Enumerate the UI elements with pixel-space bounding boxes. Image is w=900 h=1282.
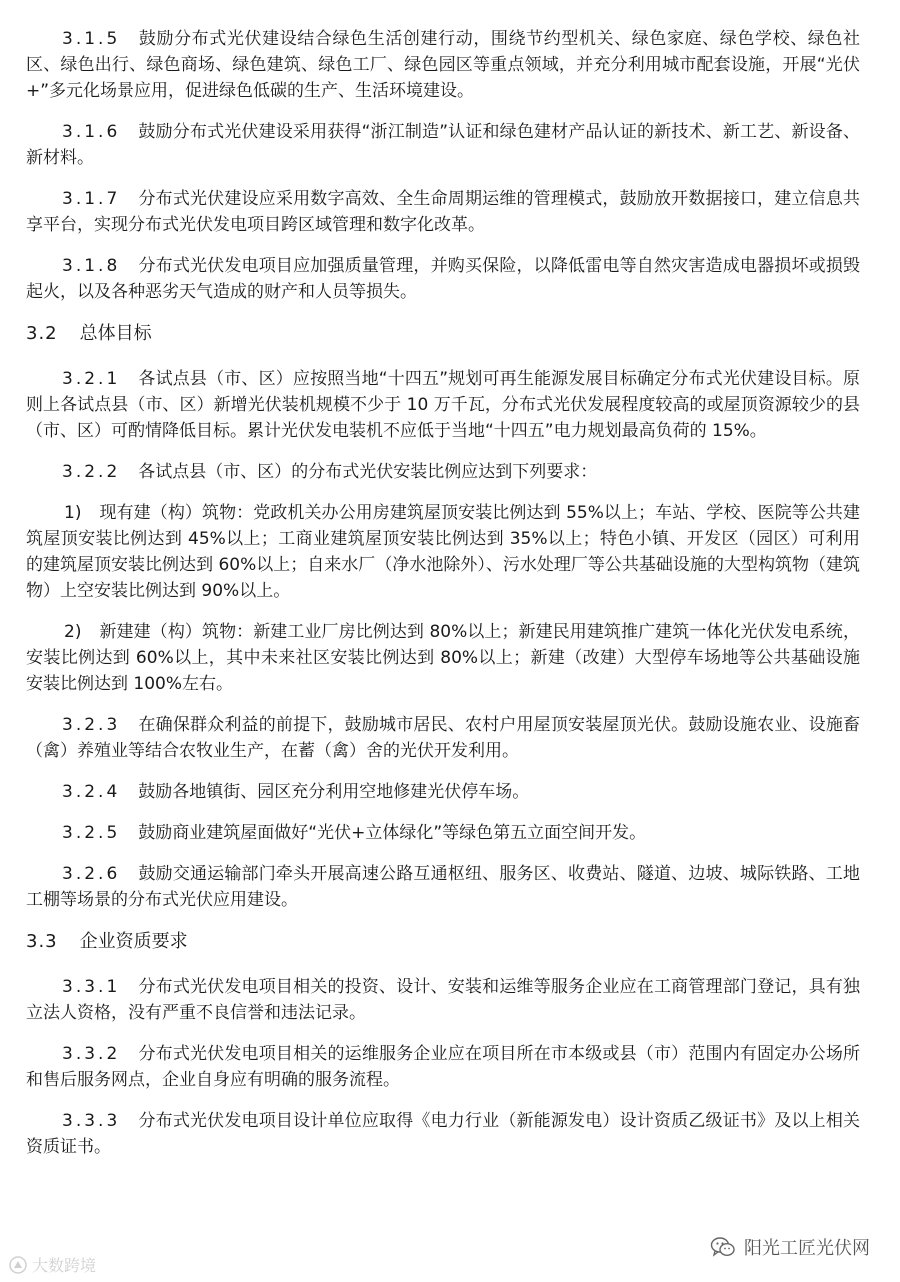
clause-text: 企业资质要求: [79, 931, 188, 952]
clause-number: 3.2.5: [62, 823, 121, 843]
clause-text: 总体目标: [79, 323, 152, 344]
corner-watermark-text: 大数跨境: [32, 1256, 97, 1275]
clause-text: 分布式光伏发电项目相关的运维服务企业应在项目所在市本级或县（市）范围内有固定办公场所和售后服务网点，企业自身应有明确的服务流程。: [26, 1044, 860, 1090]
clause-paragraph: [26, 253, 860, 305]
corner-watermark: [8, 1253, 96, 1276]
clause-text: 各试点县（市、区）的分布式光伏安装比例应达到下列要求：: [138, 462, 598, 482]
clause-number: 3.1.5: [62, 29, 121, 49]
clause-text: 鼓励商业建筑屋面做好“光伏+立体绿化”等绿色第五立面空间开发。: [138, 823, 647, 843]
clause-number: 3.2.1: [62, 369, 121, 389]
section-heading: [26, 320, 860, 348]
clause-text: 鼓励分布式光伏建设采用获得“浙江制造”认证和绿色建材产品认证的新技术、新工艺、新设备、新材料。: [26, 122, 860, 168]
clause-paragraph: [26, 186, 860, 238]
clause-paragraph: [26, 974, 860, 1026]
clause-number: 3.1.8: [62, 256, 121, 276]
section-heading: [26, 928, 860, 956]
clause-number: 3.1.7: [62, 189, 121, 209]
clause-paragraph: [26, 820, 860, 846]
clause-paragraph: [26, 366, 860, 444]
clause-number: 3.2.4: [62, 782, 121, 802]
clause-number: 3.2.6: [62, 864, 121, 884]
clause-text: 新建建（构）筑物：新建工业厂房比例达到 80%以上；新建民用建筑推广建筑一体化光伏发电系统，安装比例达到 60%以上，其中未来社区安装比例达到 80%以上；新建（改建）大型停车场地等公共基础设施安装比例达到 100%左右。: [26, 622, 860, 694]
brand-icon: [8, 1255, 28, 1275]
clause-number: 3.3.2: [62, 1044, 121, 1064]
clause-paragraph: [26, 26, 860, 104]
clause-text: 鼓励分布式光伏建设结合绿色生活创建行动，围绕节约型机关、绿色家庭、绿色学校、绿色社区、绿色出行、绿色商场、绿色建筑、绿色工厂、绿色园区等重点领域，并充分利用城市配套设施，开展“光伏+”多元化场景应用，促进绿色低碳的生产、生活环境建设。: [26, 29, 860, 101]
clause-text: 鼓励交通运输部门牵头开展高速公路互通枢纽、服务区、收费站、隧道、边坡、城际铁路、工地工棚等场景的分布式光伏应用建设。: [26, 864, 860, 910]
clause-paragraph: [26, 459, 860, 485]
clause-text: 分布式光伏发电项目应加强质量管理，并购买保险，以降低雷电等自然灾害造成电器损坏或损毁起火，以及各种恶劣天气造成的财产和人员等损失。: [26, 256, 860, 302]
sub-clause: [26, 619, 860, 697]
watermark: [710, 1234, 870, 1260]
clause-number: 3.2: [26, 323, 58, 344]
clause-number: 3.3.1: [62, 977, 121, 997]
clause-text: 各试点县（市、区）应按照当地“十四五”规划可再生能源发展目标确定分布式光伏建设目标。原则上各试点县（市、区）新增光伏装机规模不少于 10 万千瓦，分布式光伏发展程度较高的或屋顶资源较少的县（市、区）可酌情降低目标。累计光伏发电装机不应低于当地“十四五”电力规划最高负荷的 15%。: [26, 369, 860, 441]
clause-paragraph: [26, 119, 860, 171]
clause-number: 3.2.3: [62, 715, 121, 735]
watermark-text: 阳光工匠光伏网: [744, 1238, 870, 1259]
sub-clause: [26, 500, 860, 604]
clause-number: 3.3.3: [62, 1111, 121, 1131]
clause-paragraph: [26, 779, 860, 805]
clause-number: 2): [64, 622, 82, 642]
clause-text: 鼓励各地镇街、园区充分利用空地修建光伏停车场。: [138, 782, 530, 802]
clause-text: 分布式光伏发电项目设计单位应取得《电力行业（新能源发电）设计资质乙级证书》及以上相关资质证书。: [26, 1111, 860, 1157]
clause-text: 分布式光伏发电项目相关的投资、设计、安装和运维等服务企业应在工商管理部门登记，具有独立法人资格，没有严重不良信誉和违法记录。: [26, 977, 860, 1023]
document-body: [26, 26, 860, 1160]
clause-paragraph: [26, 1108, 860, 1160]
clause-number: 3.1.6: [62, 122, 121, 142]
clause-text: 现有建（构）筑物：党政机关办公用房建筑屋顶安装比例达到 55%以上；车站、学校、医院等公共建筑屋顶安装比例达到 45%以上；工商业建筑屋顶安装比例达到 35%以上；特色小镇、开发区（园区）可利用的建筑屋顶安装比例达到 60%以上；自来水厂（净水池除外）、污水处理厂等公共基础设施的大型构筑物（建筑物）上空安装比例达到 90%以上。: [26, 503, 860, 601]
wechat-icon: [710, 1234, 736, 1260]
clause-number: 3.3: [26, 931, 58, 952]
clause-paragraph: [26, 712, 860, 764]
clause-paragraph: [26, 861, 860, 913]
clause-number: 1): [64, 503, 82, 523]
clause-number: 3.2.2: [62, 462, 121, 482]
clause-text: 在确保群众利益的前提下，鼓励城市居民、农村户用屋顶安装屋顶光伏。鼓励设施农业、设施畜（禽）养殖业等结合农牧业生产，在蓄（禽）舍的光伏开发利用。: [26, 715, 860, 761]
clause-text: 分布式光伏建设应采用数字高效、全生命周期运维的管理模式，鼓励放开数据接口，建立信息共享平台，实现分布式光伏发电项目跨区域管理和数字化改革。: [26, 189, 860, 235]
clause-paragraph: [26, 1041, 860, 1093]
